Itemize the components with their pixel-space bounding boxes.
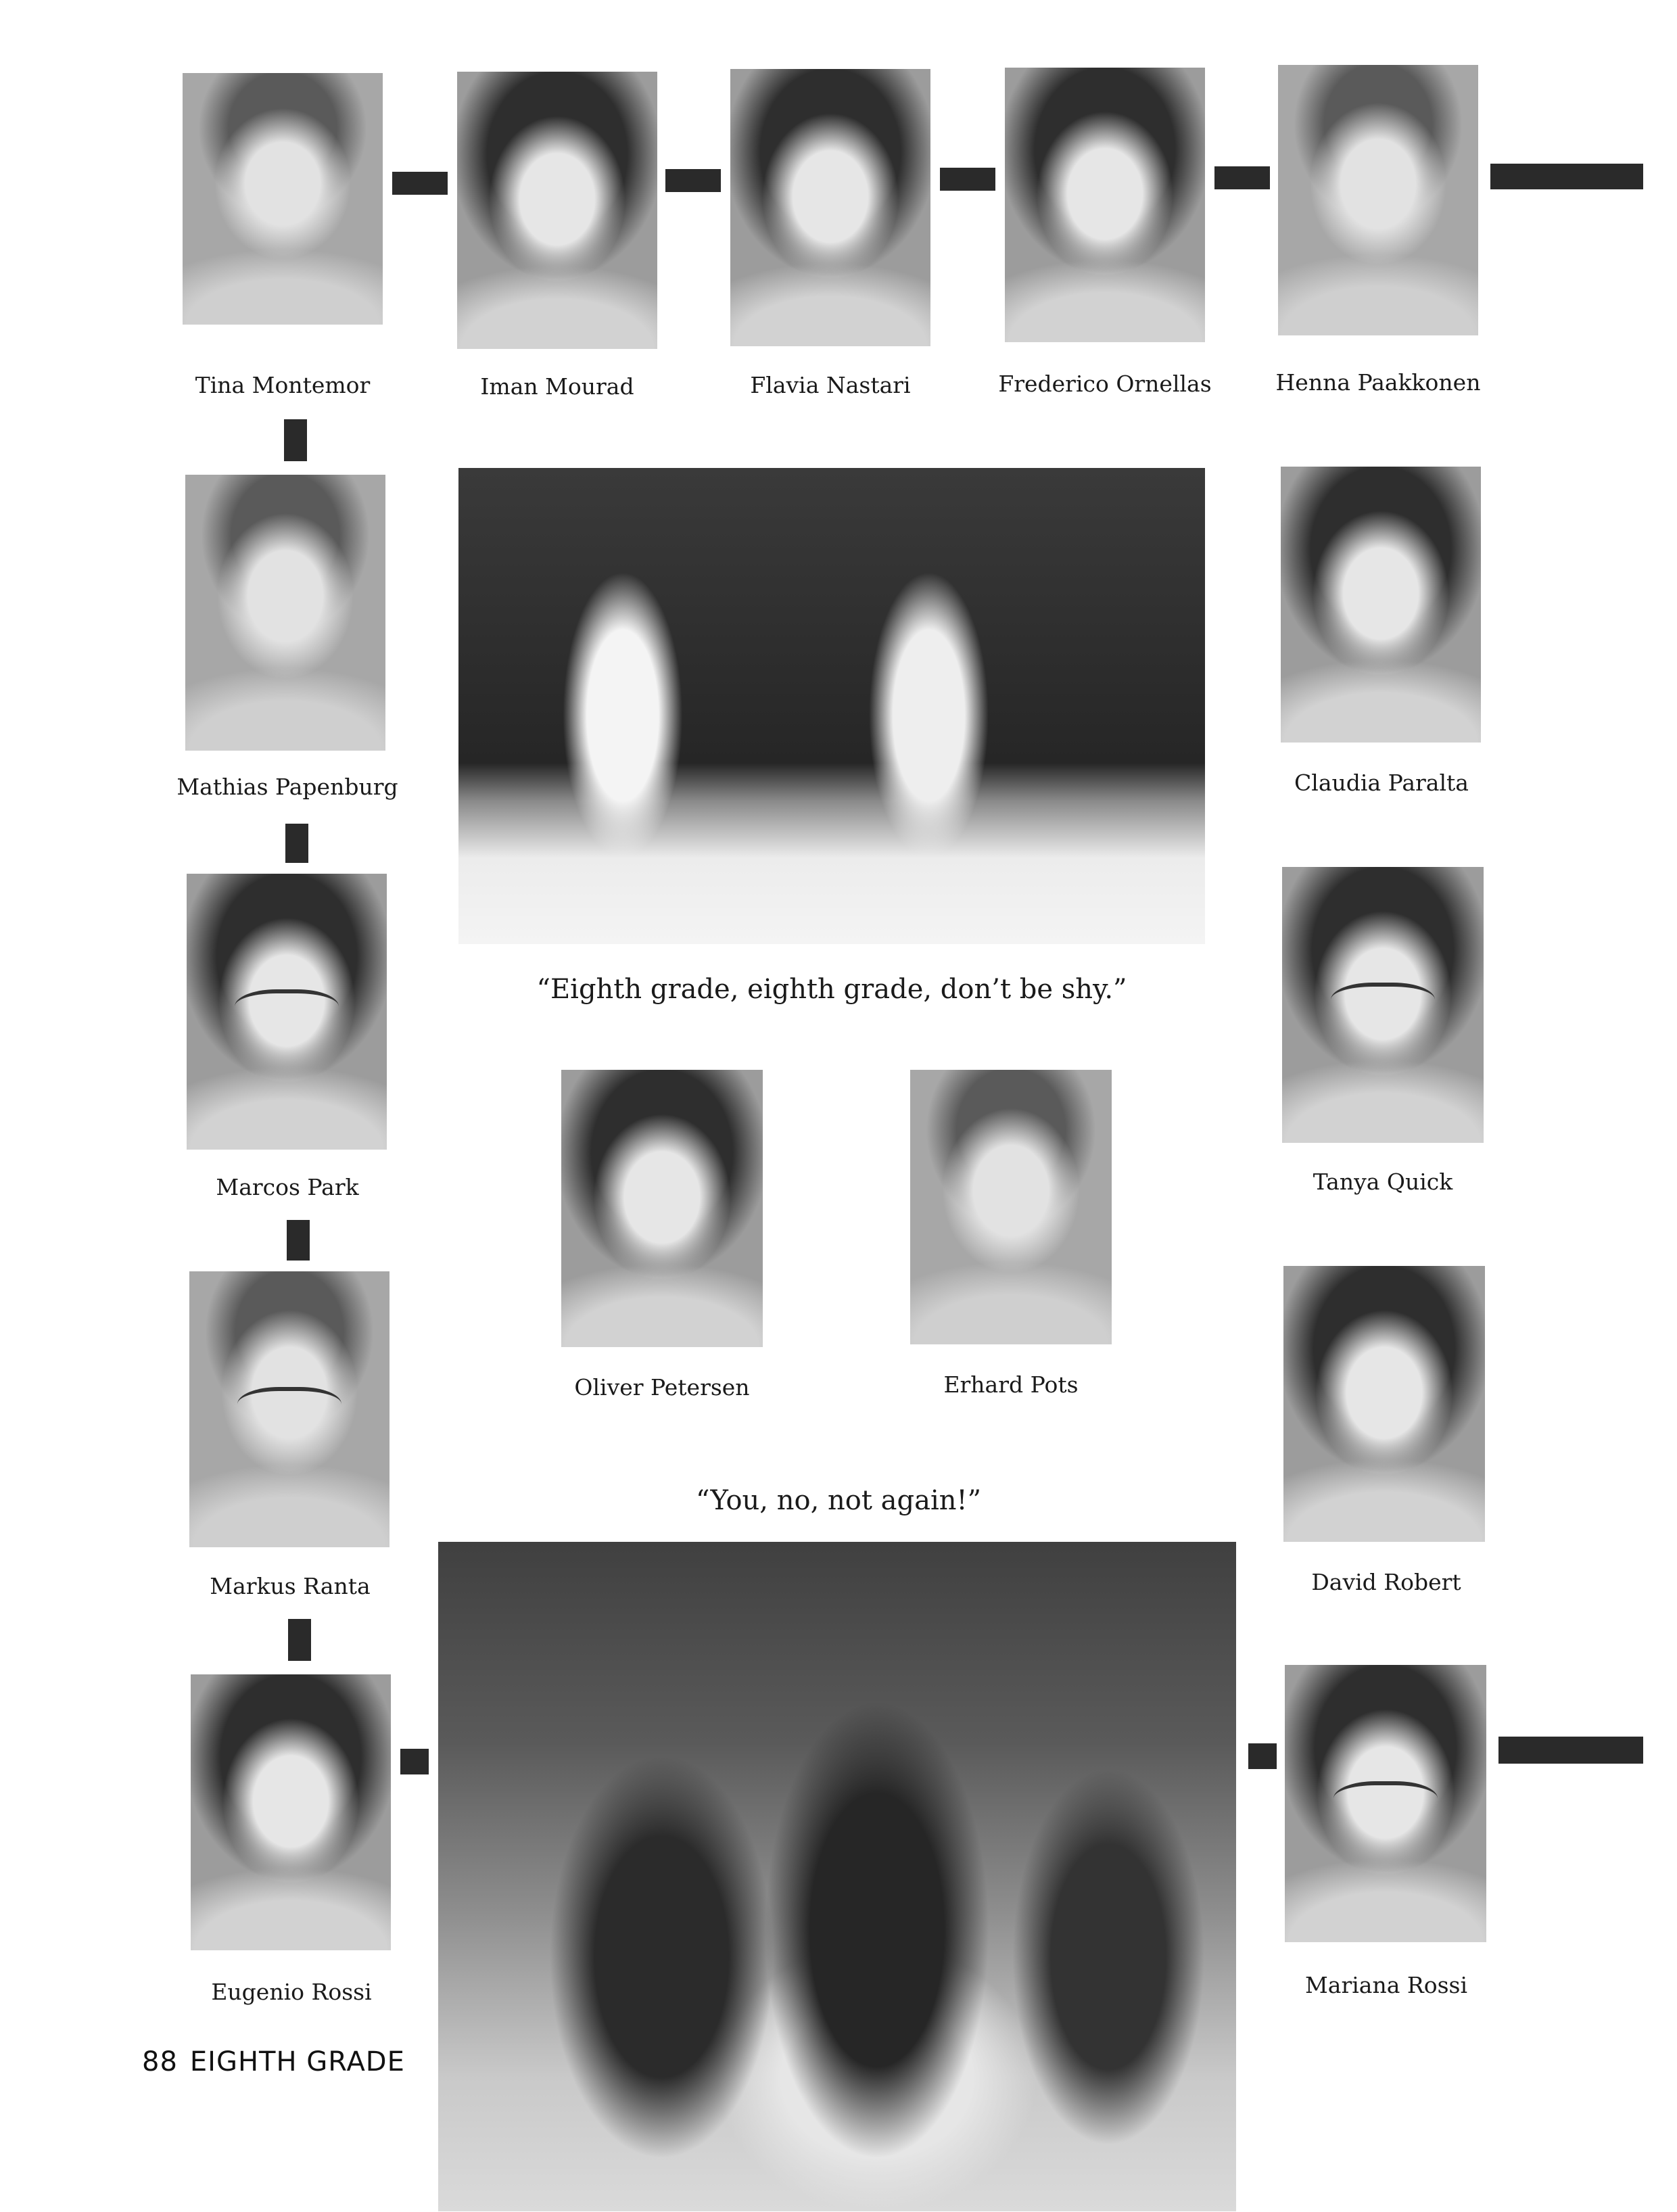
student-name: Markus Ranta xyxy=(210,1573,371,1599)
connector-bar xyxy=(1490,164,1643,189)
section-title: EIGHTH GRADE xyxy=(189,2046,405,2077)
student-name: Flavia Nastari xyxy=(750,372,911,398)
group-photo-students-outdoors xyxy=(458,468,1205,944)
page-number: 88 xyxy=(142,2046,178,2077)
portrait-erhard-pots xyxy=(910,1070,1112,1344)
student-name: Mariana Rossi xyxy=(1304,1972,1468,1998)
portrait-tanya-quick xyxy=(1282,867,1484,1143)
student-name: David Robert xyxy=(1311,1569,1461,1595)
portrait-frederico-ornellas xyxy=(1005,68,1205,342)
portrait-tina-montemor xyxy=(183,73,383,325)
student-name: Iman Mourad xyxy=(480,373,634,400)
portrait-david-robert xyxy=(1283,1266,1485,1542)
student-name: Oliver Petersen xyxy=(574,1374,750,1401)
photo-caption: “You, no, not again!” xyxy=(695,1485,982,1516)
student-name: Eugenio Rossi xyxy=(211,1979,372,2005)
student-name: Tina Montemor xyxy=(195,372,371,398)
portrait-flavia-nastari xyxy=(730,69,930,346)
connector-bar xyxy=(284,419,307,461)
page-footer xyxy=(142,2046,417,2077)
group-photo-students-crowd xyxy=(438,1542,1236,2211)
connector-bar xyxy=(665,169,721,192)
connector-bar xyxy=(1248,1743,1277,1769)
portrait-mathias-papenburg xyxy=(185,475,385,751)
portrait-oliver-petersen xyxy=(561,1070,763,1347)
student-name: Frederico Ornellas xyxy=(998,371,1212,397)
portrait-markus-ranta xyxy=(189,1271,389,1547)
portrait-eugenio-rossi xyxy=(191,1674,391,1950)
portrait-henna-paakkonen xyxy=(1278,65,1478,335)
connector-bar xyxy=(288,1619,311,1661)
connector-bar xyxy=(1498,1737,1643,1764)
connector-bar xyxy=(940,168,995,191)
connector-bar xyxy=(400,1749,429,1774)
portrait-claudia-paralta xyxy=(1281,467,1481,743)
student-name: Henna Paakkonen xyxy=(1275,369,1481,396)
portrait-mariana-rossi xyxy=(1285,1665,1486,1942)
student-name: Erhard Pots xyxy=(943,1371,1079,1398)
connector-bar xyxy=(392,172,448,195)
student-name: Claudia Paralta xyxy=(1294,770,1469,796)
student-name: Tanya Quick xyxy=(1313,1169,1453,1195)
student-name: Mathias Papenburg xyxy=(176,774,398,800)
portrait-marcos-park xyxy=(187,874,387,1150)
connector-bar xyxy=(1214,166,1270,189)
connector-bar xyxy=(285,824,308,863)
photo-caption: “Eighth grade, eighth grade, don’t be shy.” xyxy=(536,974,1127,1005)
connector-bar xyxy=(287,1220,310,1261)
portrait-iman-mourad xyxy=(457,72,657,349)
student-name: Marcos Park xyxy=(216,1174,359,1200)
